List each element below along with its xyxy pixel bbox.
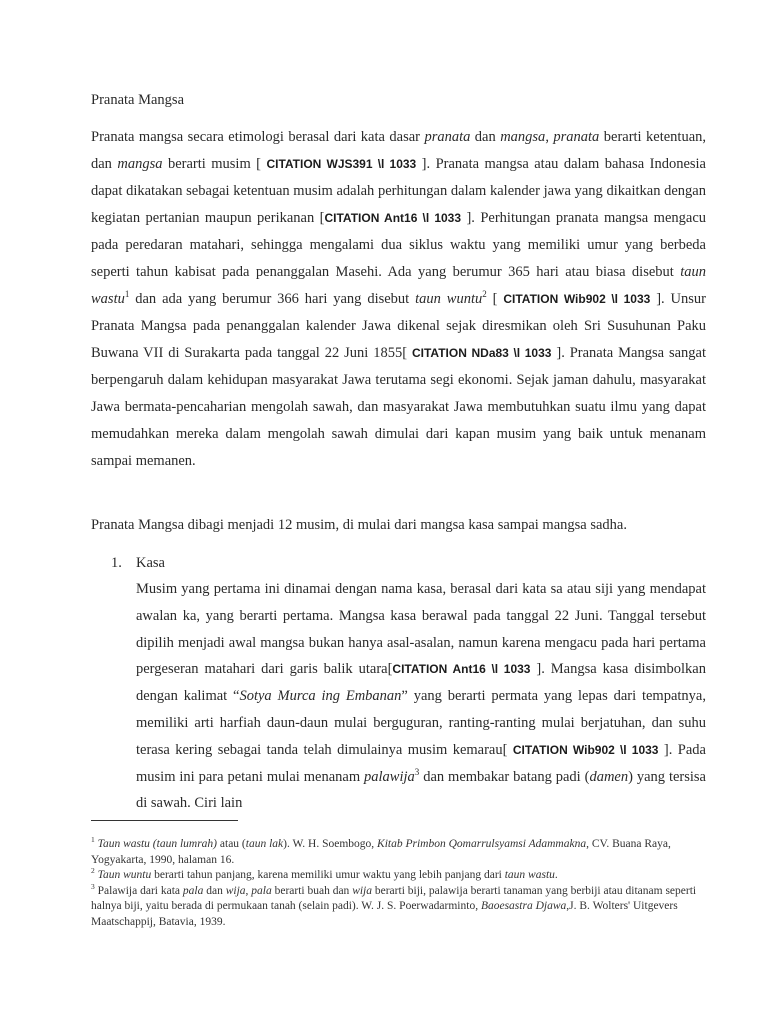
list-item-title: Kasa xyxy=(136,555,165,571)
citation-field: CITATION NDa83 \l 1033 xyxy=(411,346,552,360)
list-number: 1. xyxy=(111,555,122,571)
citation-field: CITATION WJS391 \l 1033 xyxy=(266,157,417,171)
footnote-ref: 2 xyxy=(482,289,487,300)
footnote-3: $^3$ Palawija dari kata pala dan wija, pala berarti buah dan wija berarti biji, palawija berarti tanaman yang berbiji atau ditanam seperti halnya biji, yaitu berada di permukaan tanah (selain padi). W. J. S. Poerwadarminto, Baoesastra Djawa,J. B. Wolters' Uitgevers Maatschappij, Batavia, 1939. xyxy=(91,881,697,928)
paragraph-twelve-seasons: Pranata Mangsa dibagi menjadi 12 musim, di mulai dari mangsa kasa sampai mangsa sadha. xyxy=(91,517,627,533)
footnote-ref: 3 xyxy=(414,766,420,777)
footnote-separator xyxy=(91,820,238,821)
footnote-ref: 1 xyxy=(124,289,130,300)
citation-field: CITATION Wib902 \l 1033 xyxy=(512,742,659,757)
footnote-2: $^2$ Taun wuntu berarti tahun panjang, karena memiliki umur waktu yang lebih panjang dari taun wastu. xyxy=(91,866,558,881)
footnote-1: $^1$ Taun wastu (taun lumrah) atau (taun lak). W. H. Soembogo, Kitab Primbon Qomarrulsyamsi Adammakna, CV. Buana Raya, Yogyakarta, 1990, halaman 16. xyxy=(91,835,671,866)
list-item-body: Musim yang pertama ini dinamai dengan nama kasa, berasal dari kata sa atau siji yang mendapat awalan ka, yang berarti pertama. Mangsa kasa berawal pada tanggal 22 Juni. Tanggal tersebut dipilih menjadi awal mangsa bukan hanya asal-asalan, namun karena mengacu pada hari pertama pergeseran matahari dari garis balik utara[CITATION Ant16 \l 1033 ]. Mangsa kasa disimbolkan dengan kalimat “Sotya Murca ing Embanan” yang berarti permata yang lepas dari tempatnya, memiliki arti harfiah daun-daun mulai berguguran, ranting-ranting mulai berjatuhan, dan suhu terasa kering sebagai tanda telah dimulainya musim kemarau[ CITATION Wib902 \l 1033 ]. Pada musim ini para petani mulai menanam palawija$^3$ dan membakar batang padi (damen) yang tersisa di sawah. Ciri lain xyxy=(136,581,706,812)
season-list xyxy=(91,550,706,817)
citation-field: CITATION Ant16 \l 1033 xyxy=(392,662,531,677)
citation-field: CITATION Ant16 \l 1033 xyxy=(324,211,462,225)
footnotes xyxy=(91,837,706,930)
page-title: Pranata Mangsa xyxy=(91,92,185,108)
citation-field: CITATION Wib902 \l 1033 xyxy=(503,292,651,306)
list-item-header xyxy=(91,550,706,576)
paragraph-intro: Pranata mangsa secara etimologi berasal dari kata dasar pranata dan mangsa, pranata berarti ketentuan, dan mangsa berarti musim [ CITATION WJS391 \l 1033 ]. Pranata mangsa atau dalam bahasa Indonesia dapat dikatakan sebagai ketentuan musim adalah perhitungan dalam kalender jawa yang dikaitkan dengan kegiatan pertanian maupun perikanan [CITATION Ant16 \l 1033 ]. Perhitungan pranata mangsa mengacu pada peredaran matahari, sehingga mengalami dua siklus waktu yang memiliki umur yang berbeda seperti tahun kabisat pada penanggalan Masehi. Ada yang berumur 365 hari atau biasa disebut taun wastu$^1$ dan ada yang berumur 366 hari yang disebut taun wuntu$^2$ [ CITATION Wib902 \l 1033 ]. Unsur Pranata Mangsa pada penanggalan kalender Jawa dikenal sejak diresmikan oleh Sri Susuhunan Paku Buwana VII di Surakarta pada tanggal 22 Juni 1855[ CITATION NDa83 \l 1033 ]. Pranata Mangsa sangat berpengaruh dalam kehidupan masyarakat Jawa terutama segi ekonomi. Sejak jaman dahulu, masyarakat Jawa bermata-pencaharian mengolah sawah, dan masyarakat Jawa membutuhkan suatu ilmu yang dapat memudahkan mereka dalam mengolah sawah dimulai dari kapan musim yang baik untuk menanam sampai memanen. xyxy=(91,129,707,469)
